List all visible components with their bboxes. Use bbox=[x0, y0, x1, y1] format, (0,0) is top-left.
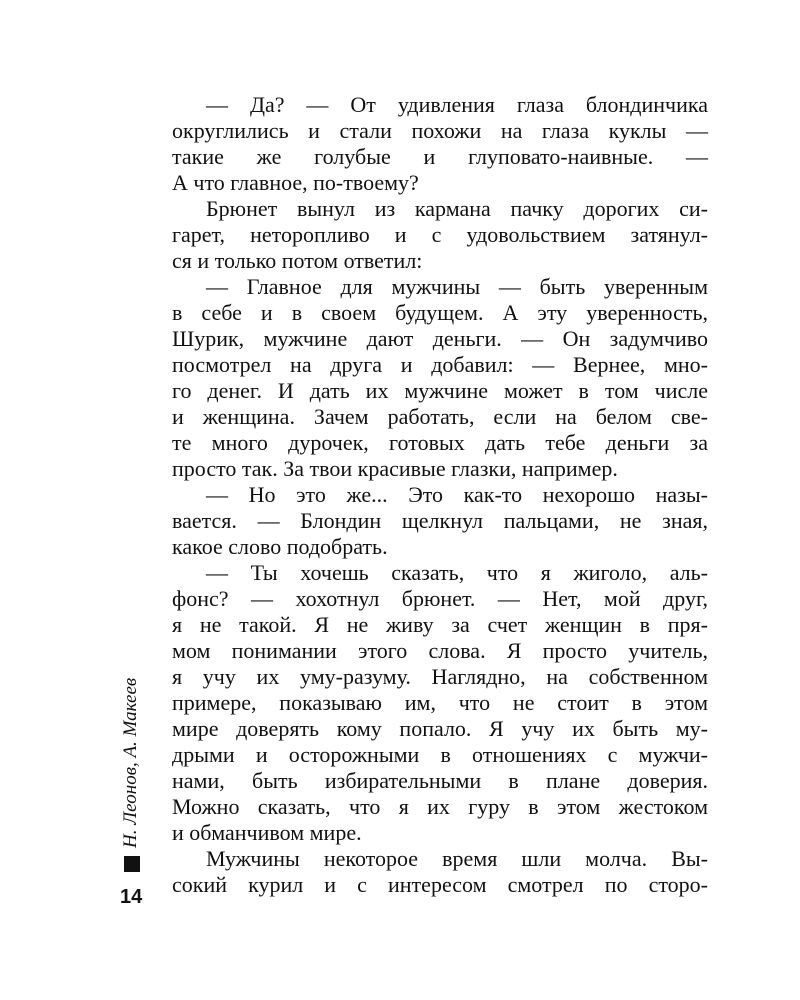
text-line: те много дурочек, готовых дать тебе деньги за bbox=[172, 430, 708, 455]
text-line: вается. — Блондин щелкнул пальцами, не зная, bbox=[172, 508, 708, 533]
text-line: какое слово подобрать. bbox=[172, 534, 388, 559]
text-line: и обманчивом мире. bbox=[172, 820, 362, 845]
text-line: дрыми и осторожными в отношениях с мужчи- bbox=[172, 742, 708, 767]
text-line: посмотрел на друга и добавил: — Вернее, мно- bbox=[172, 352, 708, 377]
text-line: ся и только потом ответил: bbox=[172, 248, 423, 273]
text-line: Шурик, мужчине дают деньги. — Он задумчиво bbox=[172, 326, 708, 351]
text-line: фонс? — хохотнул брюнет. — Нет, мой друг, bbox=[172, 586, 708, 611]
text-line: мом понимании этого слова. Я просто учитель, bbox=[172, 638, 708, 663]
body-text bbox=[172, 92, 708, 898]
page-number: 14 bbox=[120, 886, 143, 908]
square-marker-icon bbox=[124, 856, 140, 872]
text-line: — Но это же... Это как-то нехорошо назы- bbox=[206, 482, 708, 507]
text-line: округлились и стали похожи на глаза куклы — bbox=[172, 118, 708, 143]
text-line: Можно сказать, что я их гуру в этом жестоком bbox=[172, 794, 708, 819]
text-line: Брюнет вынул из кармана пачку дорогих си- bbox=[206, 196, 708, 221]
text-line: нами, быть избирательными в плане доверия. bbox=[172, 768, 708, 793]
text-line: мире доверять кому попало. Я учу их быть му- bbox=[172, 716, 708, 741]
text-line: просто так. За твои красивые глазки, например. bbox=[172, 456, 618, 481]
text-line: такие же голубые и глуповато-наивные. — bbox=[172, 144, 708, 169]
text-line: — Ты хочешь сказать, что я жиголо, аль- bbox=[206, 560, 708, 585]
text-line: сокий курил и с интересом смотрел по сторо- bbox=[172, 872, 708, 897]
text-line: примере, показываю им, что не стоит в этом bbox=[172, 690, 708, 715]
author-credit: Н. Леонов, А. Макеев bbox=[120, 677, 141, 848]
text-line: я учу их уму-разуму. Наглядно, на собственном bbox=[172, 664, 708, 689]
text-line: в себе и в своем будущем. А эту уверенность, bbox=[172, 300, 708, 325]
text-line: — Главное для мужчины — быть уверенным bbox=[206, 274, 708, 299]
text-line: и женщина. Зачем работать, если на белом све- bbox=[172, 404, 708, 429]
text-line: гарет, неторопливо и с удовольствием затянул- bbox=[172, 222, 708, 247]
text-line: го денег. И дать их мужчине может в том числе bbox=[172, 378, 708, 403]
text-line: Мужчины некоторое время шли молча. Вы- bbox=[206, 846, 708, 871]
text-line: — Да? — От удивления глаза блондинчика bbox=[206, 92, 708, 117]
text-line: я не такой. Я не живу за счет женщин в пря- bbox=[172, 612, 708, 637]
text-line: А что главное, по-твоему? bbox=[172, 170, 419, 195]
